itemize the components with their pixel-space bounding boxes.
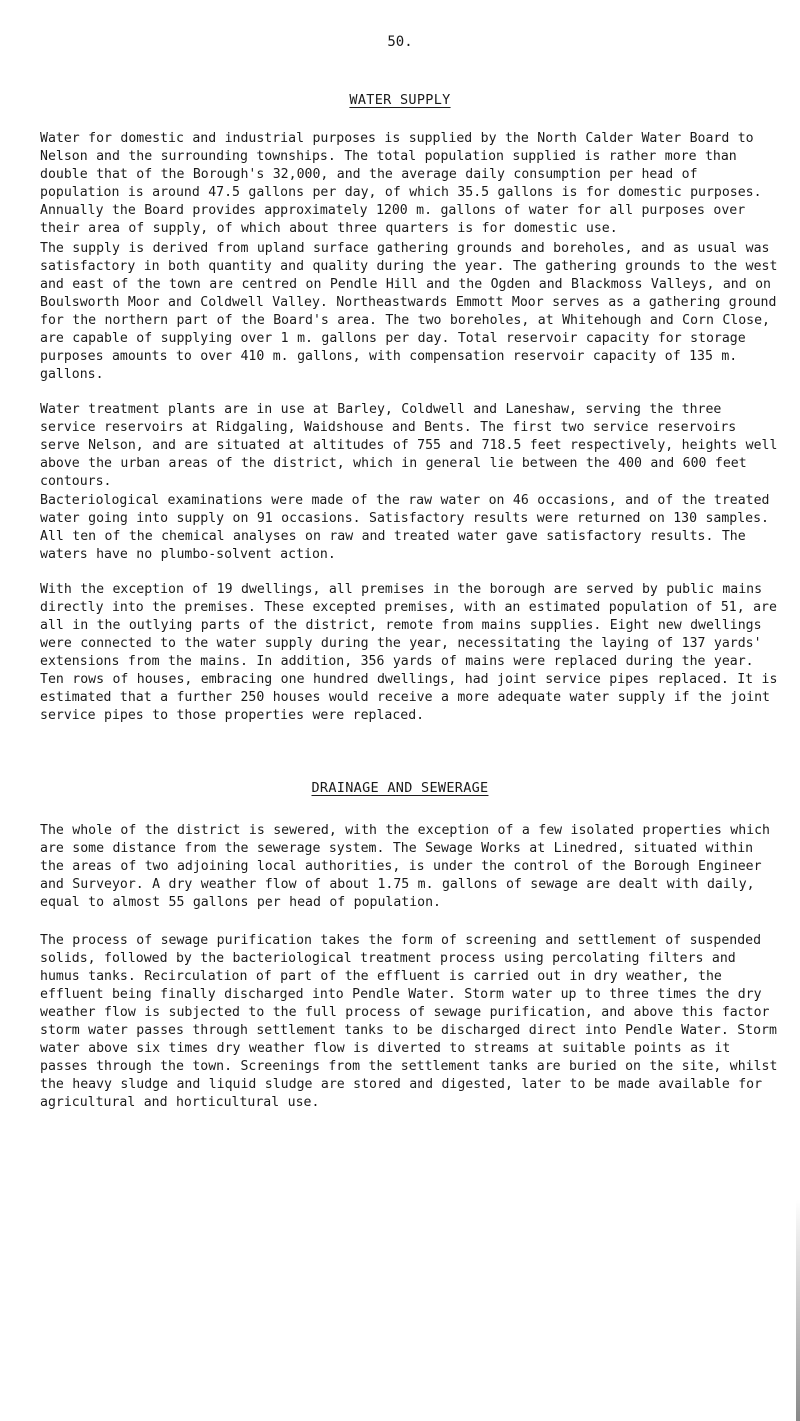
water-supply-paragraph-5: With the exception of 19 dwellings, all premises in the borough are served by public mains directly into the premises. These excepted premises, with an estimated population of 51, are all in the outlying parts of the district, remote from mains supplies. Eight new dwellings were connected to the water supply during the year, necessitating the laying of 137 yards' extensions from the mains. In addition, 356 yards of mains were replaced during the year. Ten rows of houses, embracing one hundred dwellings, had joint service pipes replaced. It is estimated that a further 250 houses would receive a more adequate water supply if the joint service pipes to those properties were replaced. [40, 582, 778, 723]
drainage-paragraph-2: The process of sewage purification takes the form of screening and settlement of suspended solids, followed by the bacteriological treatment process using percolating filters and humus tanks. Recirculation of part of the effluent is carried out in dry weather, the effluent being finally discharged into Pendle Water. Storm water up to three times the dry weather flow is subjected to the full process of sewage purification, and above this factor storm water passes through settlement tanks to be discharged direct into Pendle Water. Storm water above six times dry weather flow is diverted to streams at suitable points as it passes through the town. Screenings from the settlement tanks are buried on the site, whilst the heavy sludge and liquid sludge are stored and digested, later to be made available for agricultural and horticultural use. [40, 933, 778, 1110]
page-number: 50. [387, 34, 413, 50]
water-supply-paragraph-1: Water for domestic and industrial purposes is supplied by the North Calder Water Board to Nelson and the surrounding townships. The total population supplied is rather more than double that of the Borough's 32,000, and the average daily consumption per head of population is around 47.5 gallons per day, of which 35.5 gallons is for domestic purposes. Annually the Board provides approximately 1200 m. gallons of water for all purposes over their area of supply, of which about three quarters is for domestic use. [40, 131, 762, 236]
scan-edge-shadow [796, 1200, 800, 1421]
drainage-heading [0, 780, 800, 796]
water-supply-paragraph-3: Water treatment plants are in use at Barley, Coldwell and Laneshaw, serving the three service reservoirs at Ridgaling, Waidshouse and Bents. The first two service reservoirs serve Nelson, and are situated at altitudes of 755 and 718.5 feet respectively, heights well above the urban areas of the district, which in general lie between the 400 and 600 feet contours. [40, 402, 778, 489]
drainage-heading-text: DRAINAGE AND SEWERAGE [311, 780, 489, 796]
water-supply-heading [0, 92, 800, 108]
water-supply-heading-text: WATER SUPPLY [349, 92, 451, 108]
water-supply-paragraph-2: The supply is derived from upland surface gathering grounds and boreholes, and as usual was satisfactory in both quantity and quality during the year. The gathering grounds to the west and east of the town are centred on Pendle Hill and the Ogden and Blackmoss Valleys, and on Boulsworth Moor and Coldwell Valley. Northeastwards Emmott Moor serves as a gathering ground for the northern part of the Board's area. The two boreholes, at Whitehough and Corn Close, are capable of supplying over 1 m. gallons per day. Total reservoir capacity for storage purposes amounts to over 410 m. gallons, with compensation reservoir capacity of 135 m. gallons. [40, 241, 778, 382]
water-supply-paragraph-4: Bacteriological examinations were made of the raw water on 46 occasions, and of the treated water going into supply on 91 occasions. Satisfactory results were returned on 130 samples. All ten of the chemical analyses on raw and treated water gave satisfactory results. The waters have no plumbo-solvent action. [40, 493, 770, 562]
drainage-paragraph-1: The whole of the district is sewered, with the exception of a few isolated properties which are some distance from the sewerage system. The Sewage Works at Linedred, situated within the areas of two adjoining local authorities, is under the control of the Borough Engineer and Surveyor. A dry weather flow of about 1.75 m. gallons of sewage are dealt with daily, equal to almost 55 gallons per head of population. [40, 823, 770, 910]
